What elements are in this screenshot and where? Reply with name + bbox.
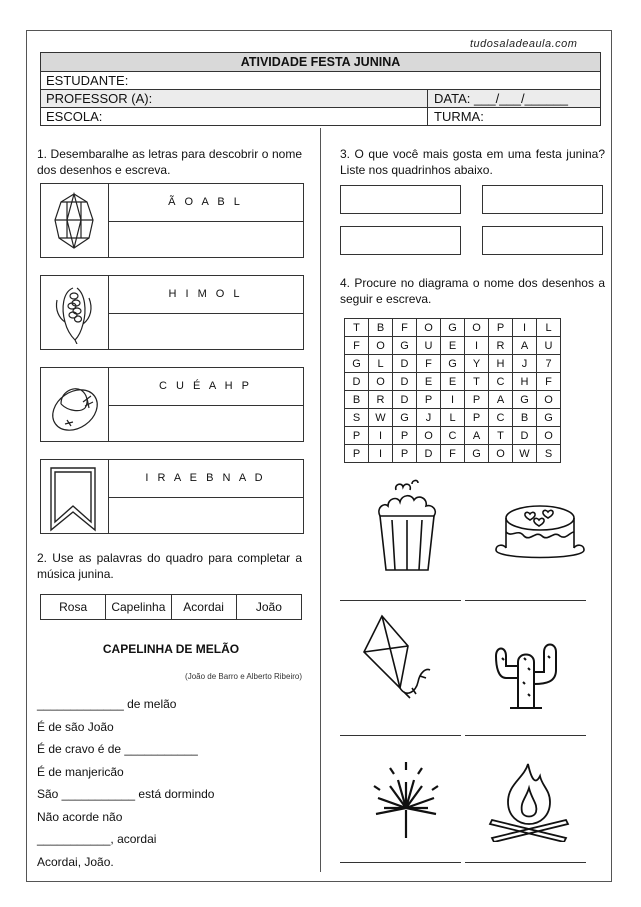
lyric-line: ___________, acordai: [37, 832, 157, 846]
word-search-cell[interactable]: G: [537, 409, 561, 427]
word-search-cell[interactable]: P: [465, 409, 489, 427]
word-search-cell[interactable]: P: [345, 427, 369, 445]
lyric-line: É de cravo é de ___________: [37, 742, 198, 756]
student-field[interactable]: [41, 72, 600, 90]
word-search-row: [345, 355, 561, 373]
word-search-cell[interactable]: D: [417, 445, 441, 463]
answer-line[interactable]: [465, 600, 586, 601]
word-bank: [40, 594, 302, 620]
lyric-line: Não acorde não: [37, 810, 123, 824]
answer-line[interactable]: [340, 862, 461, 863]
student-label: ESTUDANTE:: [46, 73, 129, 88]
scrambled-letters: I R A E B N A D: [108, 460, 303, 498]
word-search-row: [345, 391, 561, 409]
word-search-cell[interactable]: P: [489, 319, 513, 337]
word-search-row: [345, 319, 561, 337]
word-search-cell[interactable]: O: [465, 319, 489, 337]
popcorn-icon: [372, 478, 442, 578]
unscramble-card-3: [40, 367, 304, 442]
word-search-grid: [344, 318, 561, 463]
word-search-cell[interactable]: D: [513, 427, 537, 445]
teacher-label: PROFESSOR (A):: [46, 91, 153, 106]
question-1-text: 1. Desembaralhe as letras para descobrir o nome dos desenhos e escreva.: [37, 147, 302, 177]
word-search-cell[interactable]: T: [465, 373, 489, 391]
cake-icon: [490, 498, 590, 575]
word-search-cell[interactable]: D: [345, 373, 369, 391]
word-search-cell[interactable]: H: [489, 355, 513, 373]
answer-line[interactable]: [340, 600, 461, 601]
word-search-cell[interactable]: J: [417, 409, 441, 427]
site-watermark: tudosaladeaula.com: [470, 38, 578, 50]
word-search-cell[interactable]: G: [513, 391, 537, 409]
word-search-cell[interactable]: A: [513, 337, 537, 355]
word-search-row: [345, 445, 561, 463]
word-search-cell[interactable]: A: [489, 391, 513, 409]
answer-box[interactable]: [482, 185, 603, 214]
word-bank-item: Rosa: [41, 595, 106, 619]
unscramble-card-2: [40, 275, 304, 350]
word-search-cell[interactable]: O: [537, 427, 561, 445]
word-search-cell[interactable]: G: [441, 355, 465, 373]
word-search-cell[interactable]: C: [441, 427, 465, 445]
word-search-cell[interactable]: F: [345, 337, 369, 355]
header-table: [40, 52, 601, 126]
word-search-cell[interactable]: C: [489, 409, 513, 427]
word-bank-item: João: [255, 600, 282, 614]
lyric-line: É de manjericão: [37, 765, 124, 779]
word-search-cell[interactable]: F: [537, 373, 561, 391]
word-search-cell[interactable]: O: [417, 427, 441, 445]
scrambled-letters: H I M O L: [108, 276, 303, 314]
date-field[interactable]: DATA: ___/___/______: [427, 90, 568, 107]
word-search-cell[interactable]: B: [513, 409, 537, 427]
unscramble-card-4: [40, 459, 304, 534]
word-search-cell[interactable]: J: [513, 355, 537, 373]
class-field[interactable]: TURMA:: [427, 108, 484, 125]
word-search-cell[interactable]: P: [465, 391, 489, 409]
word-search-cell[interactable]: R: [369, 391, 393, 409]
word-search-cell[interactable]: H: [513, 373, 537, 391]
word-search-cell[interactable]: 7: [537, 355, 561, 373]
song-credit: (João de Barro e Alberto Ribeiro): [185, 672, 302, 681]
word-search-cell[interactable]: A: [465, 427, 489, 445]
word-search-cell[interactable]: T: [345, 319, 369, 337]
word-search-cell[interactable]: B: [369, 319, 393, 337]
word-search-cell[interactable]: P: [417, 391, 441, 409]
teacher-field[interactable]: [41, 90, 600, 108]
word-search-cell[interactable]: I: [441, 391, 465, 409]
fireworks-icon: [366, 752, 446, 847]
corn-icon: [41, 276, 109, 349]
song-title: CAPELINHA DE MELÃO: [102, 642, 240, 656]
word-search-cell[interactable]: O: [369, 373, 393, 391]
school-field[interactable]: [41, 108, 600, 125]
word-search-cell[interactable]: G: [393, 337, 417, 355]
question-2-text: 2. Use as palavras do quadro para completar a música junina.: [37, 551, 302, 581]
balloon-icon: [41, 184, 109, 257]
scrambled-letters: Ã O A B L: [108, 184, 303, 222]
word-search-cell[interactable]: D: [393, 373, 417, 391]
word-search-cell[interactable]: G: [441, 319, 465, 337]
word-search-cell[interactable]: L: [537, 319, 561, 337]
word-search-cell[interactable]: B: [345, 391, 369, 409]
word-search-cell[interactable]: I: [369, 445, 393, 463]
answer-line[interactable]: [465, 735, 586, 736]
word-search-cell[interactable]: C: [489, 373, 513, 391]
scrambled-letters: C U É A H P: [108, 368, 303, 406]
word-search-cell[interactable]: F: [441, 445, 465, 463]
word-search-cell[interactable]: L: [441, 409, 465, 427]
word-search-cell[interactable]: I: [465, 337, 489, 355]
unscramble-card-1: [40, 183, 304, 258]
flag-banner-icon: [41, 460, 109, 533]
word-search-cell[interactable]: I: [369, 427, 393, 445]
answer-line[interactable]: [340, 735, 461, 736]
straw-hat-icon: [41, 368, 109, 441]
answer-box[interactable]: [340, 185, 461, 214]
answer-box[interactable]: [340, 226, 461, 255]
word-search-cell[interactable]: G: [345, 355, 369, 373]
word-search-cell[interactable]: S: [537, 445, 561, 463]
word-search-cell[interactable]: L: [369, 355, 393, 373]
word-search-cell[interactable]: O: [489, 445, 513, 463]
word-search-cell[interactable]: O: [369, 337, 393, 355]
word-search-cell[interactable]: U: [417, 337, 441, 355]
word-search-cell[interactable]: T: [489, 427, 513, 445]
kite-icon: [360, 612, 440, 717]
word-search-cell[interactable]: G: [465, 445, 489, 463]
school-label: ESCOLA:: [46, 109, 103, 124]
lyric-line: São ___________ está dormindo: [37, 787, 215, 801]
answer-line[interactable]: [465, 862, 586, 863]
lyric-line: É de são João: [37, 720, 114, 734]
page-title: ATIVIDADE FESTA JUNINA: [41, 53, 600, 72]
word-search-row: [345, 409, 561, 427]
word-search-cell[interactable]: D: [393, 355, 417, 373]
word-search-row: [345, 337, 561, 355]
column-divider: [320, 128, 321, 872]
word-search-cell[interactable]: P: [345, 445, 369, 463]
word-search-cell[interactable]: G: [393, 409, 417, 427]
word-search-cell[interactable]: E: [417, 373, 441, 391]
word-search-cell[interactable]: O: [537, 391, 561, 409]
word-search-cell[interactable]: S: [345, 409, 369, 427]
word-search-cell[interactable]: E: [441, 373, 465, 391]
word-bank-item: Acordai: [172, 595, 237, 619]
word-search-cell[interactable]: O: [417, 319, 441, 337]
word-search-cell[interactable]: F: [393, 319, 417, 337]
word-search-cell[interactable]: U: [537, 337, 561, 355]
word-search-row: [345, 373, 561, 391]
answer-box[interactable]: [482, 226, 603, 255]
word-bank-item: Capelinha: [106, 595, 171, 619]
word-search-cell[interactable]: D: [393, 391, 417, 409]
word-search-cell[interactable]: F: [417, 355, 441, 373]
question-3-text: 3. O que você mais gosta em uma festa junina? Liste nos quadrinhos abaixo.: [340, 147, 605, 177]
word-search-cell[interactable]: Y: [465, 355, 489, 373]
word-search-cell[interactable]: W: [513, 445, 537, 463]
cactus-icon: [490, 622, 562, 717]
question-4-text: 4. Procure no diagrama o nome dos desenhos a seguir e escreva.: [340, 276, 605, 306]
bonfire-icon: [484, 758, 574, 847]
word-search-cell[interactable]: E: [441, 337, 465, 355]
word-search-cell[interactable]: W: [369, 409, 393, 427]
word-search-cell[interactable]: P: [393, 427, 417, 445]
lyric-line: Acordai, João.: [37, 855, 114, 869]
word-search-cell[interactable]: P: [393, 445, 417, 463]
word-search-row: [345, 427, 561, 445]
word-search-cell[interactable]: I: [513, 319, 537, 337]
lyric-line: _____________ de melão: [37, 697, 177, 711]
word-search-cell[interactable]: R: [489, 337, 513, 355]
